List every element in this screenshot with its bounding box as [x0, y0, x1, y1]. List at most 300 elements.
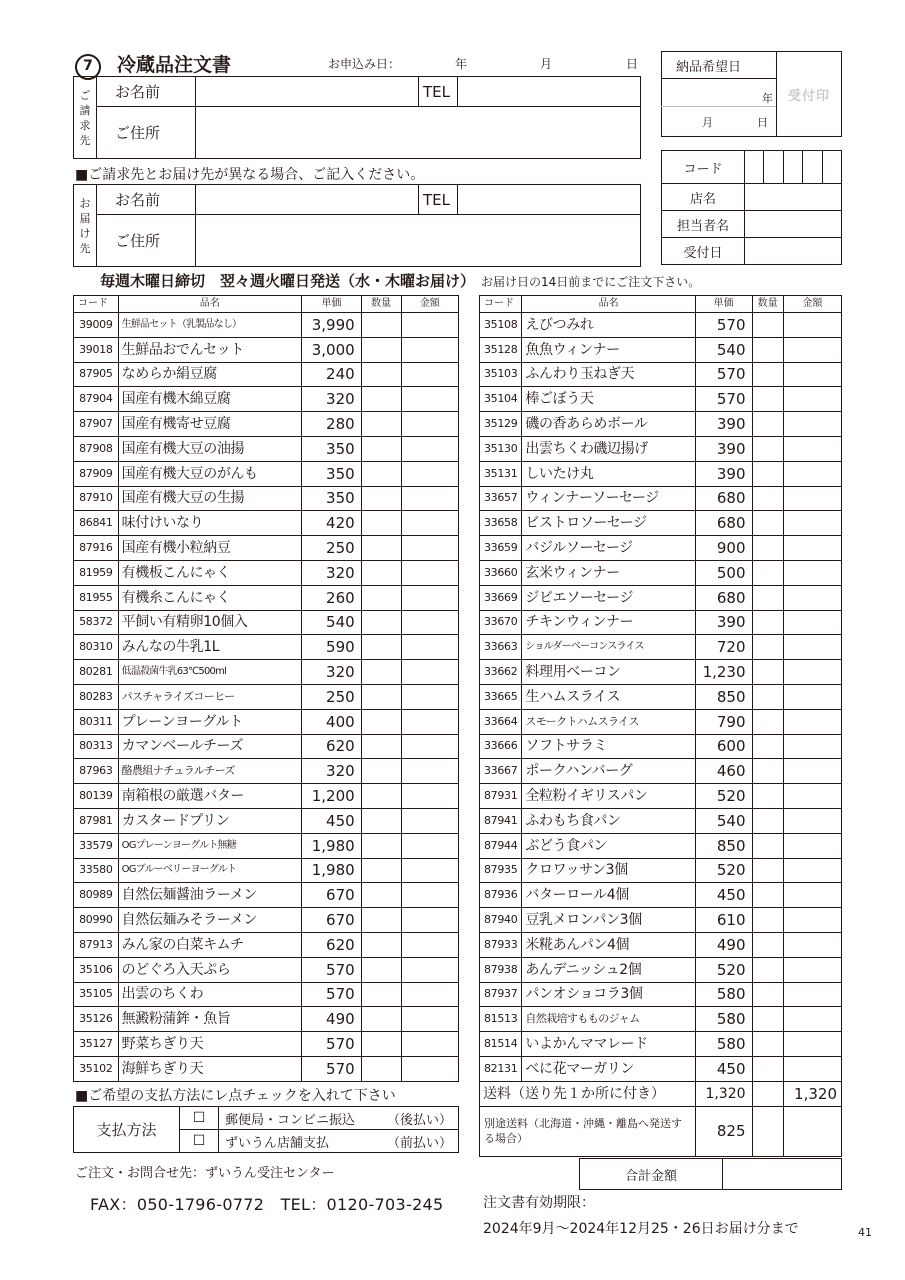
product-price: 540	[695, 808, 752, 833]
quantity-field[interactable]	[752, 808, 783, 833]
product-price: 540	[302, 610, 362, 635]
product-name: 海鮮ちぎり天	[118, 1056, 301, 1081]
quantity-field[interactable]	[361, 337, 401, 362]
amount-field[interactable]	[401, 412, 458, 437]
product-code: 87937	[480, 982, 522, 1007]
product-name: プレーンヨーグルト	[118, 709, 301, 734]
amount-field[interactable]	[401, 759, 458, 784]
product-price: 790	[695, 709, 752, 734]
quantity-field[interactable]	[752, 486, 783, 511]
amount-field[interactable]	[401, 684, 458, 709]
product-name: 有機板こんにゃく	[118, 560, 301, 585]
fax-tel-line: FAX：050-1796-0772 TEL：0120-703-245	[90, 1195, 444, 1214]
product-name: のどぐろ入天ぷら	[118, 957, 301, 982]
received-date-field[interactable]	[744, 238, 841, 265]
amount-field[interactable]	[401, 858, 458, 883]
product-price: 320	[302, 387, 362, 412]
amount-field[interactable]	[401, 585, 458, 610]
product-price: 600	[695, 734, 752, 759]
amount-field[interactable]	[783, 808, 841, 833]
quantity-field[interactable]	[361, 784, 401, 809]
product-name: 出雲ちくわ磯辺揚げ	[522, 436, 695, 461]
product-name: いよかんママレード	[522, 1032, 695, 1057]
product-name: 全粒粉イギリスパン	[522, 784, 695, 809]
shop-code-digit[interactable]	[783, 151, 802, 184]
amount-field[interactable]	[401, 560, 458, 585]
product-code: 87941	[480, 808, 522, 833]
quantity-field[interactable]	[752, 560, 783, 585]
product-name: みんなの牛乳1L	[118, 635, 301, 660]
quantity-field[interactable]	[752, 908, 783, 933]
product-name: べに花マーガリン	[522, 1056, 695, 1081]
product-price: 580	[695, 982, 752, 1007]
product-code: 39018	[74, 337, 119, 362]
product-code: 35131	[480, 461, 522, 486]
quantity-field[interactable]	[752, 982, 783, 1007]
product-row	[74, 858, 459, 883]
product-code: 35103	[480, 362, 522, 387]
product-code: 80990	[74, 908, 119, 933]
product-name: 生ハムスライス	[522, 684, 695, 709]
product-code: 87905	[74, 362, 119, 387]
quantity-field[interactable]	[752, 784, 783, 809]
amount-field[interactable]	[783, 784, 841, 809]
delivery-tel-field[interactable]	[458, 185, 641, 215]
amount-field[interactable]	[783, 1056, 841, 1081]
product-code: 35126	[74, 1007, 119, 1032]
product-code: 81955	[74, 585, 119, 610]
quantity-field[interactable]	[361, 709, 401, 734]
store-name-field[interactable]	[744, 184, 841, 211]
shop-code-digit[interactable]	[803, 151, 822, 184]
product-name: 国産有機大豆の生揚	[118, 486, 301, 511]
product-code: 81959	[74, 560, 119, 585]
received-date-label: 受付日	[662, 238, 745, 265]
product-name: ふわもち食パン	[522, 808, 695, 833]
extra-shipping-qty[interactable]	[752, 1106, 783, 1156]
amount-field[interactable]	[401, 808, 458, 833]
quantity-field[interactable]	[361, 536, 401, 561]
quantity-field[interactable]	[752, 362, 783, 387]
product-name: カスタードプリン	[118, 808, 301, 833]
product-row	[480, 461, 842, 486]
product-price: 570	[302, 1032, 362, 1057]
amount-field[interactable]	[783, 313, 841, 338]
amount-field[interactable]	[401, 436, 458, 461]
billing-address-field[interactable]	[196, 107, 641, 159]
payment-option-name: ずいうん店舗支払	[225, 1135, 330, 1151]
amount-field[interactable]	[783, 362, 841, 387]
product-row	[74, 957, 459, 982]
delivery-name-field[interactable]	[196, 185, 419, 215]
amount-field[interactable]	[783, 387, 841, 412]
product-price: 400	[302, 709, 362, 734]
quantity-field[interactable]	[361, 684, 401, 709]
amount-field[interactable]	[401, 932, 458, 957]
quantity-field[interactable]	[752, 337, 783, 362]
amount-field[interactable]	[401, 610, 458, 635]
desired-date-box	[661, 51, 842, 137]
total-amount-field[interactable]	[723, 1159, 842, 1190]
quantity-field[interactable]	[361, 734, 401, 759]
amount-field[interactable]	[401, 635, 458, 660]
product-price: 420	[302, 511, 362, 536]
extra-shipping-amount[interactable]	[783, 1106, 841, 1156]
amount-field[interactable]	[783, 932, 841, 957]
quantity-field[interactable]	[752, 1007, 783, 1032]
extra-shipping-price: 825	[695, 1106, 752, 1156]
quantity-field[interactable]	[361, 436, 401, 461]
product-code: 87910	[74, 486, 119, 511]
quantity-field[interactable]	[752, 1056, 783, 1081]
product-row	[74, 560, 459, 585]
amount-field[interactable]	[783, 511, 841, 536]
product-row	[74, 436, 459, 461]
product-code: 87933	[480, 932, 522, 957]
product-price: 350	[302, 436, 362, 461]
amount-field[interactable]	[783, 957, 841, 982]
product-row	[74, 511, 459, 536]
product-row	[480, 932, 842, 957]
product-row	[480, 982, 842, 1007]
shop-info-box	[661, 150, 842, 265]
product-name: 無澱粉蒲鉾・魚旨	[118, 1007, 301, 1032]
product-price: 260	[302, 585, 362, 610]
product-code: 33658	[480, 511, 522, 536]
product-code: 33666	[480, 734, 522, 759]
billing-side-label: ご 請 求 先	[74, 77, 97, 159]
amount-field[interactable]	[401, 982, 458, 1007]
product-code: 35130	[480, 436, 522, 461]
quantity-field[interactable]	[752, 511, 783, 536]
quantity-field[interactable]	[361, 362, 401, 387]
desired-date-label: 納品希望日	[662, 52, 777, 79]
product-row	[74, 1056, 459, 1081]
amount-field[interactable]	[783, 734, 841, 759]
product-price: 490	[695, 932, 752, 957]
product-code: 35105	[74, 982, 119, 1007]
product-row	[480, 1056, 842, 1081]
product-name: 生鮮品セット（乳製品なし）	[118, 313, 301, 338]
product-price: 1,200	[302, 784, 362, 809]
delivery-side-label: お 届 け 先	[74, 185, 97, 267]
amount-field[interactable]	[783, 982, 841, 1007]
product-code: 33659	[480, 536, 522, 561]
amount-field[interactable]	[401, 536, 458, 561]
amount-field[interactable]	[783, 436, 841, 461]
amount-field[interactable]	[401, 313, 458, 338]
delivery-address-field[interactable]	[196, 215, 641, 267]
product-price: 520	[695, 957, 752, 982]
product-name: 国産有機大豆の油揚	[118, 436, 301, 461]
payment-checkbox-store[interactable]: ☐	[180, 1130, 219, 1153]
product-name: 南箱根の厳選バター	[118, 784, 301, 809]
amount-field[interactable]	[401, 486, 458, 511]
quantity-field[interactable]	[752, 585, 783, 610]
quantity-field[interactable]	[361, 610, 401, 635]
amount-field[interactable]	[783, 461, 841, 486]
product-row	[480, 883, 842, 908]
product-name: 自然伝麺醤油ラーメン	[118, 883, 301, 908]
col-header-price: 単価	[302, 296, 362, 313]
product-price: 450	[695, 883, 752, 908]
amount-field[interactable]	[401, 660, 458, 685]
quantity-field[interactable]	[752, 635, 783, 660]
product-row	[480, 313, 842, 338]
amount-field[interactable]	[401, 957, 458, 982]
product-price: 610	[695, 908, 752, 933]
quantity-field[interactable]	[361, 1007, 401, 1032]
quantity-field[interactable]	[752, 957, 783, 982]
quantity-field[interactable]	[752, 660, 783, 685]
product-row	[480, 858, 842, 883]
amount-field[interactable]	[783, 610, 841, 635]
delivery-note: ■ご請求先とお届け先が異なる場合、ご記入ください。	[75, 167, 425, 183]
billing-name-field[interactable]	[196, 77, 419, 107]
amount-field[interactable]	[783, 585, 841, 610]
amount-field[interactable]	[401, 387, 458, 412]
product-name: ふんわり玉ねぎ天	[522, 362, 695, 387]
shop-code-digit[interactable]	[744, 151, 763, 184]
product-row	[74, 883, 459, 908]
product-name: OGブルーベリーヨーグルト	[118, 858, 301, 883]
quantity-field[interactable]	[752, 536, 783, 561]
staff-name-field[interactable]	[744, 211, 841, 238]
product-name: ポークハンバーグ	[522, 759, 695, 784]
quantity-field[interactable]	[361, 808, 401, 833]
amount-field[interactable]	[783, 536, 841, 561]
product-row	[74, 313, 459, 338]
quantity-field[interactable]	[752, 313, 783, 338]
application-month-label: 月	[540, 57, 553, 71]
product-row	[480, 709, 842, 734]
quantity-field[interactable]	[752, 932, 783, 957]
quantity-field[interactable]	[361, 412, 401, 437]
product-name: 料理用ベーコン	[522, 660, 695, 685]
product-price: 620	[302, 932, 362, 957]
amount-field[interactable]	[783, 486, 841, 511]
amount-field[interactable]	[783, 858, 841, 883]
quantity-field[interactable]	[752, 858, 783, 883]
quantity-field[interactable]	[361, 461, 401, 486]
quantity-field[interactable]	[361, 858, 401, 883]
quantity-field[interactable]	[752, 1032, 783, 1057]
amount-field[interactable]	[783, 833, 841, 858]
product-row	[480, 759, 842, 784]
product-price: 570	[302, 1056, 362, 1081]
product-row	[74, 709, 459, 734]
amount-field[interactable]	[401, 883, 458, 908]
col-header-amount: 金額	[401, 296, 458, 313]
amount-field[interactable]	[783, 759, 841, 784]
billing-tel-label: TEL	[419, 77, 458, 107]
amount-field[interactable]	[783, 560, 841, 585]
product-name: 生鮮品おでんセット	[118, 337, 301, 362]
amount-field[interactable]	[401, 709, 458, 734]
product-row	[480, 387, 842, 412]
amount-field[interactable]	[401, 833, 458, 858]
col-header-name: 品名	[522, 296, 695, 313]
product-name: 国産有機大豆のがんも	[118, 461, 301, 486]
desired-month-day-field[interactable]	[662, 107, 777, 137]
amount-field[interactable]	[401, 362, 458, 387]
shipping-qty[interactable]	[752, 1081, 783, 1106]
shop-code-digit[interactable]	[764, 151, 783, 184]
product-row	[74, 337, 459, 362]
product-name: 自然栽培すもものジャム	[522, 1007, 695, 1032]
application-year-label: 年	[455, 57, 468, 71]
product-row	[480, 808, 842, 833]
amount-field[interactable]	[401, 337, 458, 362]
product-row	[480, 436, 842, 461]
amount-field[interactable]	[783, 660, 841, 685]
amount-field[interactable]	[783, 337, 841, 362]
product-price: 320	[302, 560, 362, 585]
amount-field[interactable]	[783, 908, 841, 933]
product-price: 590	[302, 635, 362, 660]
payment-note: ■ご希望の支払方法にレ点チェックを入れて下さい	[75, 1088, 396, 1104]
quantity-field[interactable]	[361, 585, 401, 610]
product-name: 酪農組ナチュラルチーズ	[118, 759, 301, 784]
amount-field[interactable]	[401, 1007, 458, 1032]
quantity-field[interactable]	[361, 883, 401, 908]
quantity-field[interactable]	[361, 635, 401, 660]
validity-label: 注文書有効期限：	[483, 1195, 595, 1211]
amount-field[interactable]	[783, 635, 841, 660]
quantity-field[interactable]	[361, 486, 401, 511]
amount-field[interactable]	[783, 412, 841, 437]
quantity-field[interactable]	[361, 560, 401, 585]
shop-code-label: コード	[662, 151, 745, 184]
product-code: 87940	[480, 908, 522, 933]
quantity-field[interactable]	[361, 387, 401, 412]
quantity-field[interactable]	[752, 387, 783, 412]
billing-tel-field[interactable]	[458, 77, 641, 107]
product-name: 米糀あんパン4個	[522, 932, 695, 957]
quantity-field[interactable]	[752, 759, 783, 784]
product-price: 720	[695, 635, 752, 660]
extra-shipping-label: 別途送料（北海道・沖縄・離島へ発送する場合）	[480, 1106, 696, 1156]
product-code: 80311	[74, 709, 119, 734]
product-row	[74, 412, 459, 437]
payment-option-name: 郵便局・コンビニ振込	[225, 1112, 356, 1128]
shop-code-digit[interactable]	[822, 151, 841, 184]
product-code: 35108	[480, 313, 522, 338]
amount-field[interactable]	[401, 1056, 458, 1081]
quantity-field[interactable]	[361, 511, 401, 536]
quantity-field[interactable]	[752, 461, 783, 486]
title-text: 冷蔵品注文書	[117, 54, 232, 76]
payment-option-term: （前払い）	[386, 1135, 452, 1151]
product-row	[480, 585, 842, 610]
amount-field[interactable]	[401, 784, 458, 809]
product-name: 低温殺菌牛乳63℃500ml	[118, 660, 301, 685]
product-code: 33665	[480, 684, 522, 709]
quantity-field[interactable]	[361, 313, 401, 338]
product-code: 87981	[74, 808, 119, 833]
product-row	[74, 684, 459, 709]
product-price: 570	[302, 957, 362, 982]
amount-field[interactable]	[401, 461, 458, 486]
amount-field[interactable]	[783, 684, 841, 709]
product-price: 500	[695, 560, 752, 585]
store-name-label: 店名	[662, 184, 745, 211]
amount-field[interactable]	[783, 1032, 841, 1057]
quantity-field[interactable]	[361, 833, 401, 858]
product-code: 35127	[74, 1032, 119, 1057]
desired-year-field[interactable]: 年	[662, 79, 777, 107]
product-price: 280	[302, 412, 362, 437]
application-date-label: お申込み日：	[328, 57, 401, 71]
quantity-field[interactable]	[361, 1056, 401, 1081]
product-row	[480, 957, 842, 982]
payment-checkbox-postal[interactable]: ☐	[180, 1107, 219, 1130]
quantity-field[interactable]	[361, 932, 401, 957]
product-code: 80139	[74, 784, 119, 809]
delivery-name-label: お名前	[97, 185, 196, 215]
quantity-field[interactable]	[752, 833, 783, 858]
product-row	[480, 610, 842, 635]
quantity-field[interactable]	[361, 982, 401, 1007]
product-row	[74, 610, 459, 635]
product-name: 味付けいなり	[118, 511, 301, 536]
quantity-field[interactable]	[752, 412, 783, 437]
quantity-field[interactable]	[752, 883, 783, 908]
product-code: 87909	[74, 461, 119, 486]
quantity-field[interactable]	[361, 759, 401, 784]
quantity-field[interactable]	[752, 709, 783, 734]
quantity-field[interactable]	[361, 1032, 401, 1057]
amount-field[interactable]	[401, 734, 458, 759]
amount-field[interactable]	[783, 1007, 841, 1032]
quantity-field[interactable]	[361, 957, 401, 982]
amount-field[interactable]	[783, 883, 841, 908]
deadline-main: 毎週木曜日締切 翌々週火曜日発送（水・木曜お届け）	[100, 272, 476, 290]
product-price: 1,980	[302, 833, 362, 858]
amount-field[interactable]	[401, 908, 458, 933]
product-price: 680	[695, 511, 752, 536]
amount-field[interactable]	[401, 1032, 458, 1057]
product-name: 国産有機寄せ豆腐	[118, 412, 301, 437]
product-price: 1,980	[302, 858, 362, 883]
product-name: クロワッサン3個	[522, 858, 695, 883]
product-name: ぶどう食パン	[522, 833, 695, 858]
product-code: 87936	[480, 883, 522, 908]
quantity-field[interactable]	[361, 908, 401, 933]
product-name: カマンベールチーズ	[118, 734, 301, 759]
quantity-field[interactable]	[752, 734, 783, 759]
product-row	[74, 1032, 459, 1057]
product-code: 87913	[74, 932, 119, 957]
product-name: 棒ごぼう天	[522, 387, 695, 412]
quantity-field[interactable]	[752, 436, 783, 461]
product-code: 33670	[480, 610, 522, 635]
amount-field[interactable]	[783, 709, 841, 734]
quantity-field[interactable]	[361, 660, 401, 685]
amount-field[interactable]	[401, 511, 458, 536]
product-price: 670	[302, 883, 362, 908]
quantity-field[interactable]	[752, 610, 783, 635]
total-box	[579, 1158, 842, 1190]
quantity-field[interactable]	[752, 684, 783, 709]
product-code: 35129	[480, 412, 522, 437]
product-code: 87963	[74, 759, 119, 784]
product-name: チキンウィンナー	[522, 610, 695, 635]
product-row	[74, 808, 459, 833]
product-price: 900	[695, 536, 752, 561]
col-header-code: コード	[480, 296, 522, 313]
product-row	[480, 560, 842, 585]
